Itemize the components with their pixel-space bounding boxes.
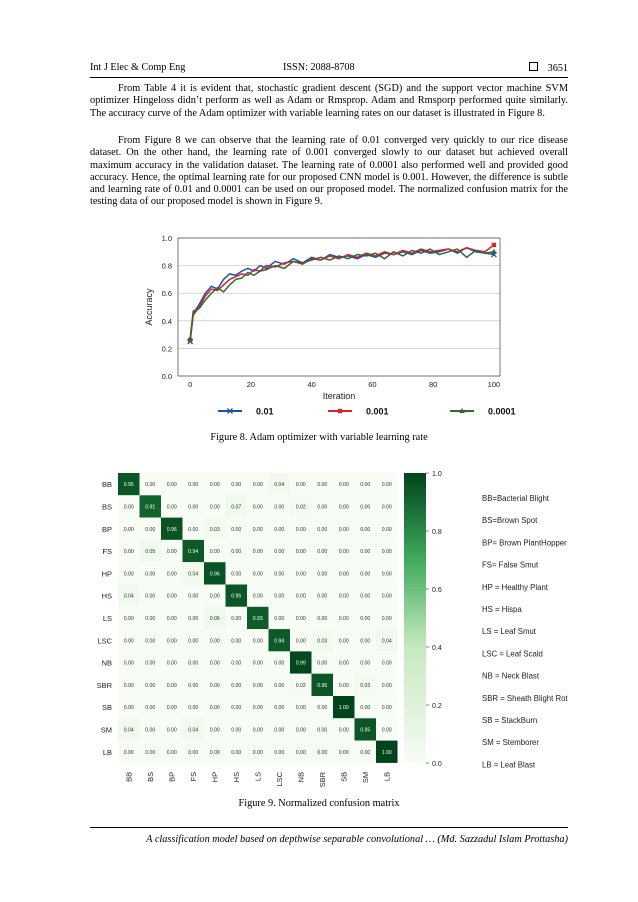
- cell-value: 0.00: [252, 749, 263, 756]
- cell-value: 0.00: [209, 705, 220, 712]
- cell-value: 0.00: [166, 615, 177, 622]
- cell-value: 0.00: [188, 705, 199, 712]
- cell-value: 0.00: [231, 705, 242, 712]
- colorbar: [404, 473, 426, 763]
- page-number-group: [529, 62, 568, 74]
- row-label: FS: [102, 547, 112, 557]
- legend-label: 0.01: [256, 406, 274, 417]
- header-rule: [90, 77, 568, 78]
- column-label: NB: [296, 771, 306, 783]
- running-header: [90, 62, 568, 76]
- x-tick-label: 20: [246, 380, 256, 389]
- cell-value: 0.00: [360, 549, 371, 556]
- colorbar-tick-label: 0.8: [432, 529, 442, 536]
- cell-value: 0.00: [209, 504, 220, 511]
- cell-value: 0.00: [381, 615, 392, 622]
- cell-value: 0.00: [252, 571, 263, 578]
- cell-value: 0.00: [166, 705, 177, 712]
- legend-entry: BP= Brown PlantHopper: [482, 538, 567, 548]
- row-label: BB: [101, 480, 112, 490]
- cell-value: 0.00: [274, 682, 285, 689]
- cell-value: 0.00: [338, 638, 349, 645]
- cell-value: 0.00: [123, 549, 134, 556]
- cell-value: 1.00: [338, 705, 349, 712]
- cell-value: 0.00: [381, 482, 392, 489]
- cell-value: 0.00: [381, 593, 392, 600]
- cell-value: 0.95: [317, 682, 328, 689]
- cell-value: 0.00: [166, 482, 177, 489]
- cell-value: 0.00: [295, 593, 306, 600]
- cell-value: 0.00: [188, 482, 199, 489]
- cell-value: 0.00: [295, 705, 306, 712]
- cell-value: 0.00: [145, 638, 156, 645]
- cell-value: 0.96: [166, 526, 177, 533]
- cell-value: 0.93: [252, 615, 263, 622]
- cell-value: 0.00: [317, 571, 328, 578]
- cell-value: 0.00: [231, 482, 242, 489]
- legend-entry: SM = Stemborer: [482, 738, 539, 748]
- legend-entry: SB = StackBurn: [482, 716, 538, 725]
- cell-value: 0.00: [188, 638, 199, 645]
- cell-value: 0.00: [145, 593, 156, 600]
- x-tick-label: 40: [307, 380, 316, 389]
- cell-value: 0.00: [231, 638, 242, 645]
- legend-entry: FS= False Smut: [482, 560, 539, 570]
- cell-value: 0.00: [317, 615, 328, 622]
- cell-value: 0.00: [295, 482, 306, 489]
- series-line: [190, 245, 494, 340]
- column-label: SB: [339, 771, 349, 782]
- cell-value: 0.95: [231, 593, 242, 600]
- cell-value: 0.00: [209, 482, 220, 489]
- figure-8-caption: Figure 8. Adam optimizer with variable learning rate: [210, 432, 428, 443]
- cell-value: 0.00: [338, 727, 349, 734]
- x-tick-label: 0: [188, 380, 193, 389]
- cell-value: 0.00: [317, 749, 328, 756]
- cell-value: 0.00: [338, 682, 349, 689]
- cell-value: 0.00: [252, 682, 263, 689]
- cell-value: 0.04: [123, 727, 134, 734]
- cell-value: 0.00: [209, 749, 220, 756]
- column-label: LS: [253, 771, 263, 782]
- cell-value: 0.02: [295, 504, 306, 511]
- cell-value: 0.04: [188, 727, 199, 734]
- running-footer: A classification model based on depthwise separable convolutional … (Md. Sazzadul Islam Prottasha): [146, 834, 568, 845]
- cell-value: 0.00: [381, 504, 392, 511]
- cell-value: 0.00: [360, 482, 371, 489]
- y-tick-label: 0.4: [161, 316, 172, 326]
- cell-value: 0.00: [145, 749, 156, 756]
- cell-value: 0.04: [123, 593, 134, 600]
- colorbar-tick-label: 1.0: [432, 471, 442, 478]
- data-point: [492, 243, 496, 247]
- legend-entry: NB = Neck Blast: [482, 671, 539, 681]
- legend-label: 0.001: [366, 406, 389, 417]
- cell-value: 0.00: [295, 727, 306, 734]
- cell-value: 0.00: [123, 615, 134, 622]
- cell-value: 0.00: [252, 549, 263, 556]
- cell-value: 0.00: [317, 549, 328, 556]
- cell-value: 0.00: [274, 660, 285, 667]
- row-label: LSC: [97, 636, 112, 646]
- cell-value: 0.00: [166, 749, 177, 756]
- legend-entry: SBR = Sheath Blight Rot: [482, 693, 568, 703]
- cell-value: 0.00: [188, 682, 199, 689]
- cell-value: 0.00: [145, 705, 156, 712]
- y-tick-label: 0.6: [161, 289, 172, 299]
- cell-value: 0.94: [274, 638, 285, 645]
- cell-value: 0.00: [166, 660, 177, 667]
- cell-value: 0.00: [274, 705, 285, 712]
- cell-value: 0.00: [123, 749, 134, 756]
- cell-value: 0.00: [231, 549, 242, 556]
- cell-value: 0.91: [145, 504, 156, 511]
- cell-value: 0.00: [381, 682, 392, 689]
- series-0.0001: [187, 249, 496, 341]
- cell-value: 0.00: [123, 571, 134, 578]
- cell-value: 0.03: [360, 682, 371, 689]
- cell-value: 0.00: [295, 526, 306, 533]
- cell-value: 0.95: [360, 727, 371, 734]
- cell-value: 0.00: [381, 571, 392, 578]
- abbreviation-legend: [482, 494, 568, 769]
- cell-value: 0.94: [188, 549, 199, 556]
- row-label: BS: [101, 502, 112, 512]
- cell-value: 1.00: [381, 749, 392, 756]
- cell-value: 0.00: [360, 615, 371, 622]
- cell-value: 0.00: [166, 504, 177, 511]
- checkbox-icon: [529, 62, 538, 71]
- cell-value: 0.00: [360, 593, 371, 600]
- cell-value: 0.00: [231, 749, 242, 756]
- cell-value: 0.00: [123, 504, 134, 511]
- cell-value: 0.00: [123, 682, 134, 689]
- cell-value: 0.00: [338, 549, 349, 556]
- paragraph-2: From Figure 8 we can observe that the learning rate of 0.01 converged very quickly to our rice disease dataset. On the other hand, the learning rate of 0.001 converged slowly to our dataset but achieved overall maximum accuracy in the validation dataset. The learning rate of 0.0001 also performed well and provided good accuracy. Hence, the optimal learning rate for our proposed CNN model is 0.001. However, the difference is subtle and learning rate of 0.01 and 0.0001 can be used on our proposed model. The normalized confusion matrix for the testing data of our proposed model is shown in Figure 9.: [90, 135, 568, 208]
- cell-value: 0.00: [145, 482, 156, 489]
- cell-value: 0.04: [381, 638, 392, 645]
- cell-value: 0.00: [188, 660, 199, 667]
- y-axis-label: Accuracy: [144, 288, 154, 326]
- cell-value: 0.00: [360, 660, 371, 667]
- cell-value: 0.00: [317, 705, 328, 712]
- cell-value: 0.00: [145, 571, 156, 578]
- column-label: HP: [210, 771, 220, 783]
- cell-value: 0.00: [317, 526, 328, 533]
- legend-entry: HP = Healthy Plant: [482, 582, 548, 592]
- cell-value: 0.02: [295, 682, 306, 689]
- cell-value: 0.00: [145, 526, 156, 533]
- cell-value: 0.00: [274, 593, 285, 600]
- cell-value: 0.00: [338, 482, 349, 489]
- cell-value: 0.00: [252, 727, 263, 734]
- colorbar-tick-label: 0.6: [432, 587, 442, 594]
- cell-value: 0.00: [274, 549, 285, 556]
- row-label: LB: [102, 747, 112, 757]
- column-label: BP: [167, 771, 177, 782]
- cell-value: 0.00: [188, 504, 199, 511]
- cell-value: 0.00: [145, 615, 156, 622]
- row-label: NB: [101, 658, 112, 668]
- cell-value: 0.00: [381, 660, 392, 667]
- column-label: SBR: [318, 771, 328, 788]
- row-label: HS: [101, 591, 112, 601]
- cell-value: 0.00: [317, 727, 328, 734]
- series-0.01: [188, 248, 497, 344]
- colorbar-tick-label: 0.0: [432, 761, 442, 768]
- cell-value: 0.00: [209, 549, 220, 556]
- issn: ISSN: 2088-8708: [283, 62, 355, 73]
- legend-entry: BS=Brown Spot: [482, 516, 538, 526]
- row-label: SBR: [96, 680, 112, 690]
- cell-value: 0.00: [123, 705, 134, 712]
- cell-value: 0.00: [166, 682, 177, 689]
- row-label: SB: [101, 703, 112, 713]
- cell-value: 0.00: [338, 504, 349, 511]
- cell-value: 0.00: [295, 615, 306, 622]
- legend-entry: LS = Leaf Smut: [482, 627, 536, 637]
- cell-value: 0.00: [338, 615, 349, 622]
- cell-value: 0.00: [209, 682, 220, 689]
- y-tick-label: 0.8: [161, 261, 172, 271]
- legend-entry: BB=Bacterial Blight: [482, 494, 549, 503]
- accuracy-line-chart: [130, 228, 516, 423]
- cell-value: 0.00: [338, 571, 349, 578]
- cell-value: 0.00: [166, 727, 177, 734]
- cell-value: 0.00: [338, 660, 349, 667]
- cell-value: 0.00: [252, 593, 263, 600]
- cell-value: 0.00: [231, 615, 242, 622]
- cell-value: 0.00: [231, 727, 242, 734]
- legend-entry: HS = Hispa: [482, 605, 522, 614]
- cell-value: 0.00: [295, 549, 306, 556]
- cell-value: 0.00: [295, 638, 306, 645]
- row-label: SM: [100, 725, 112, 735]
- cell-value: 0.00: [338, 526, 349, 533]
- cell-value: 0.00: [317, 482, 328, 489]
- cell-value: 0.00: [360, 526, 371, 533]
- cell-value: 0.00: [209, 638, 220, 645]
- page-number: 3651: [547, 63, 568, 74]
- cell-value: 0.00: [381, 526, 392, 533]
- series-line: [190, 248, 494, 342]
- cell-value: 0.00: [360, 638, 371, 645]
- x-tick-label: 60: [368, 380, 377, 389]
- cell-value: 0.00: [123, 526, 134, 533]
- chart-legend: [218, 407, 516, 417]
- cell-value: 0.95: [123, 482, 134, 489]
- row-label: LS: [102, 613, 112, 623]
- cell-value: 0.00: [145, 727, 156, 734]
- column-label: BB: [124, 771, 134, 782]
- cell-value: 0.00: [252, 638, 263, 645]
- cell-value: 0.00: [188, 615, 199, 622]
- cell-value: 0.00: [252, 660, 263, 667]
- cell-value: 0.00: [231, 660, 242, 667]
- confusion-matrix-heatmap: [90, 465, 570, 790]
- data-point: [491, 249, 497, 254]
- cell-value: 0.00: [252, 482, 263, 489]
- cell-value: 0.00: [252, 504, 263, 511]
- cell-value: 0.00: [274, 727, 285, 734]
- cell-value: 0.00: [360, 504, 371, 511]
- cell-value: 0.06: [209, 615, 220, 622]
- cell-value: 0.00: [166, 593, 177, 600]
- cell-value: 0.00: [274, 526, 285, 533]
- cell-value: 0.04: [274, 482, 285, 489]
- cell-value: 0.05: [145, 549, 156, 556]
- cell-value: 0.00: [123, 660, 134, 667]
- cell-value: 0.00: [360, 749, 371, 756]
- cell-value: 0.00: [274, 571, 285, 578]
- footer-rule: [90, 827, 568, 828]
- row-label: HP: [101, 569, 112, 579]
- cell-value: 0.00: [188, 593, 199, 600]
- journal-name: Int J Elec & Comp Eng: [90, 62, 186, 73]
- cell-value: 0.00: [360, 705, 371, 712]
- y-tick-label: 0.2: [161, 344, 172, 354]
- cell-value: 0.00: [338, 593, 349, 600]
- cell-value: 0.00: [145, 682, 156, 689]
- cell-value: 0.00: [188, 526, 199, 533]
- column-label: LSC: [275, 771, 285, 787]
- cell-value: 0.00: [231, 526, 242, 533]
- cell-value: 0.00: [295, 571, 306, 578]
- cell-value: 0.03: [209, 526, 220, 533]
- cell-value: 0.00: [274, 504, 285, 511]
- paragraph-1: From Table 4 it is evident that, stochastic gradient descent (SGD) and the support vector machine SVM optimizer Hingeloss didn’t perform as well as Adam or Rmsprop. Adam and Rmsporp performed quite similarly. The accuracy curve of the Adam optimizer with variable learning rates on our dataset is illustrated in Figure 8.: [90, 83, 568, 119]
- series-line: [190, 249, 494, 339]
- cell-value: 0.00: [381, 549, 392, 556]
- cell-value: 0.00: [231, 682, 242, 689]
- colorbar-tick-label: 0.4: [432, 645, 442, 652]
- data-point: [338, 409, 342, 413]
- y-tick-label: 1.0: [161, 234, 172, 243]
- cell-value: 0.00: [166, 571, 177, 578]
- cell-value: 0.00: [145, 660, 156, 667]
- cell-value: 0.96: [209, 571, 220, 578]
- legend-entry: LB = Leaf Blast: [482, 760, 536, 770]
- cell-value: 0.99: [295, 660, 306, 667]
- cell-value: 0.00: [231, 571, 242, 578]
- colorbar-tick-label: 0.2: [432, 703, 442, 710]
- y-tick-label: 0.0: [161, 372, 172, 381]
- cell-value: 0.00: [274, 615, 285, 622]
- column-label: HS: [232, 771, 242, 783]
- x-tick-label: 100: [487, 380, 501, 389]
- cell-value: 0.07: [231, 504, 242, 511]
- column-label: BS: [146, 771, 156, 782]
- x-axis-label: Iteration: [322, 391, 356, 401]
- column-label: FS: [189, 771, 199, 782]
- cell-value: 0.00: [209, 593, 220, 600]
- cell-value: 0.00: [295, 749, 306, 756]
- cell-value: 0.00: [188, 749, 199, 756]
- figure-9-caption: Figure 9. Normalized confusion matrix: [238, 798, 400, 809]
- cell-value: 0.04: [188, 571, 199, 578]
- legend-label: 0.0001: [488, 406, 516, 417]
- row-label: BP: [101, 524, 112, 534]
- cell-value: 0.00: [252, 705, 263, 712]
- cell-value: 0.00: [381, 727, 392, 734]
- cell-value: 0.00: [317, 660, 328, 667]
- cell-value: 0.00: [209, 660, 220, 667]
- cell-value: 0.00: [123, 638, 134, 645]
- legend-entry: LSC = Leaf Scald: [482, 649, 543, 659]
- cell-value: 0.00: [209, 727, 220, 734]
- cell-value: 0.00: [274, 749, 285, 756]
- cell-value: 0.00: [317, 593, 328, 600]
- x-tick-label: 80: [428, 380, 438, 389]
- cell-value: 0.00: [381, 705, 392, 712]
- cell-value: 0.00: [317, 504, 328, 511]
- cell-value: 0.03: [317, 638, 328, 645]
- column-label: SM: [361, 771, 371, 784]
- cell-value: 0.00: [166, 638, 177, 645]
- column-label: LB: [382, 771, 392, 782]
- cell-value: 0.00: [252, 526, 263, 533]
- cell-value: 0.00: [166, 549, 177, 556]
- cell-value: 0.00: [360, 571, 371, 578]
- cell-value: 0.00: [338, 749, 349, 756]
